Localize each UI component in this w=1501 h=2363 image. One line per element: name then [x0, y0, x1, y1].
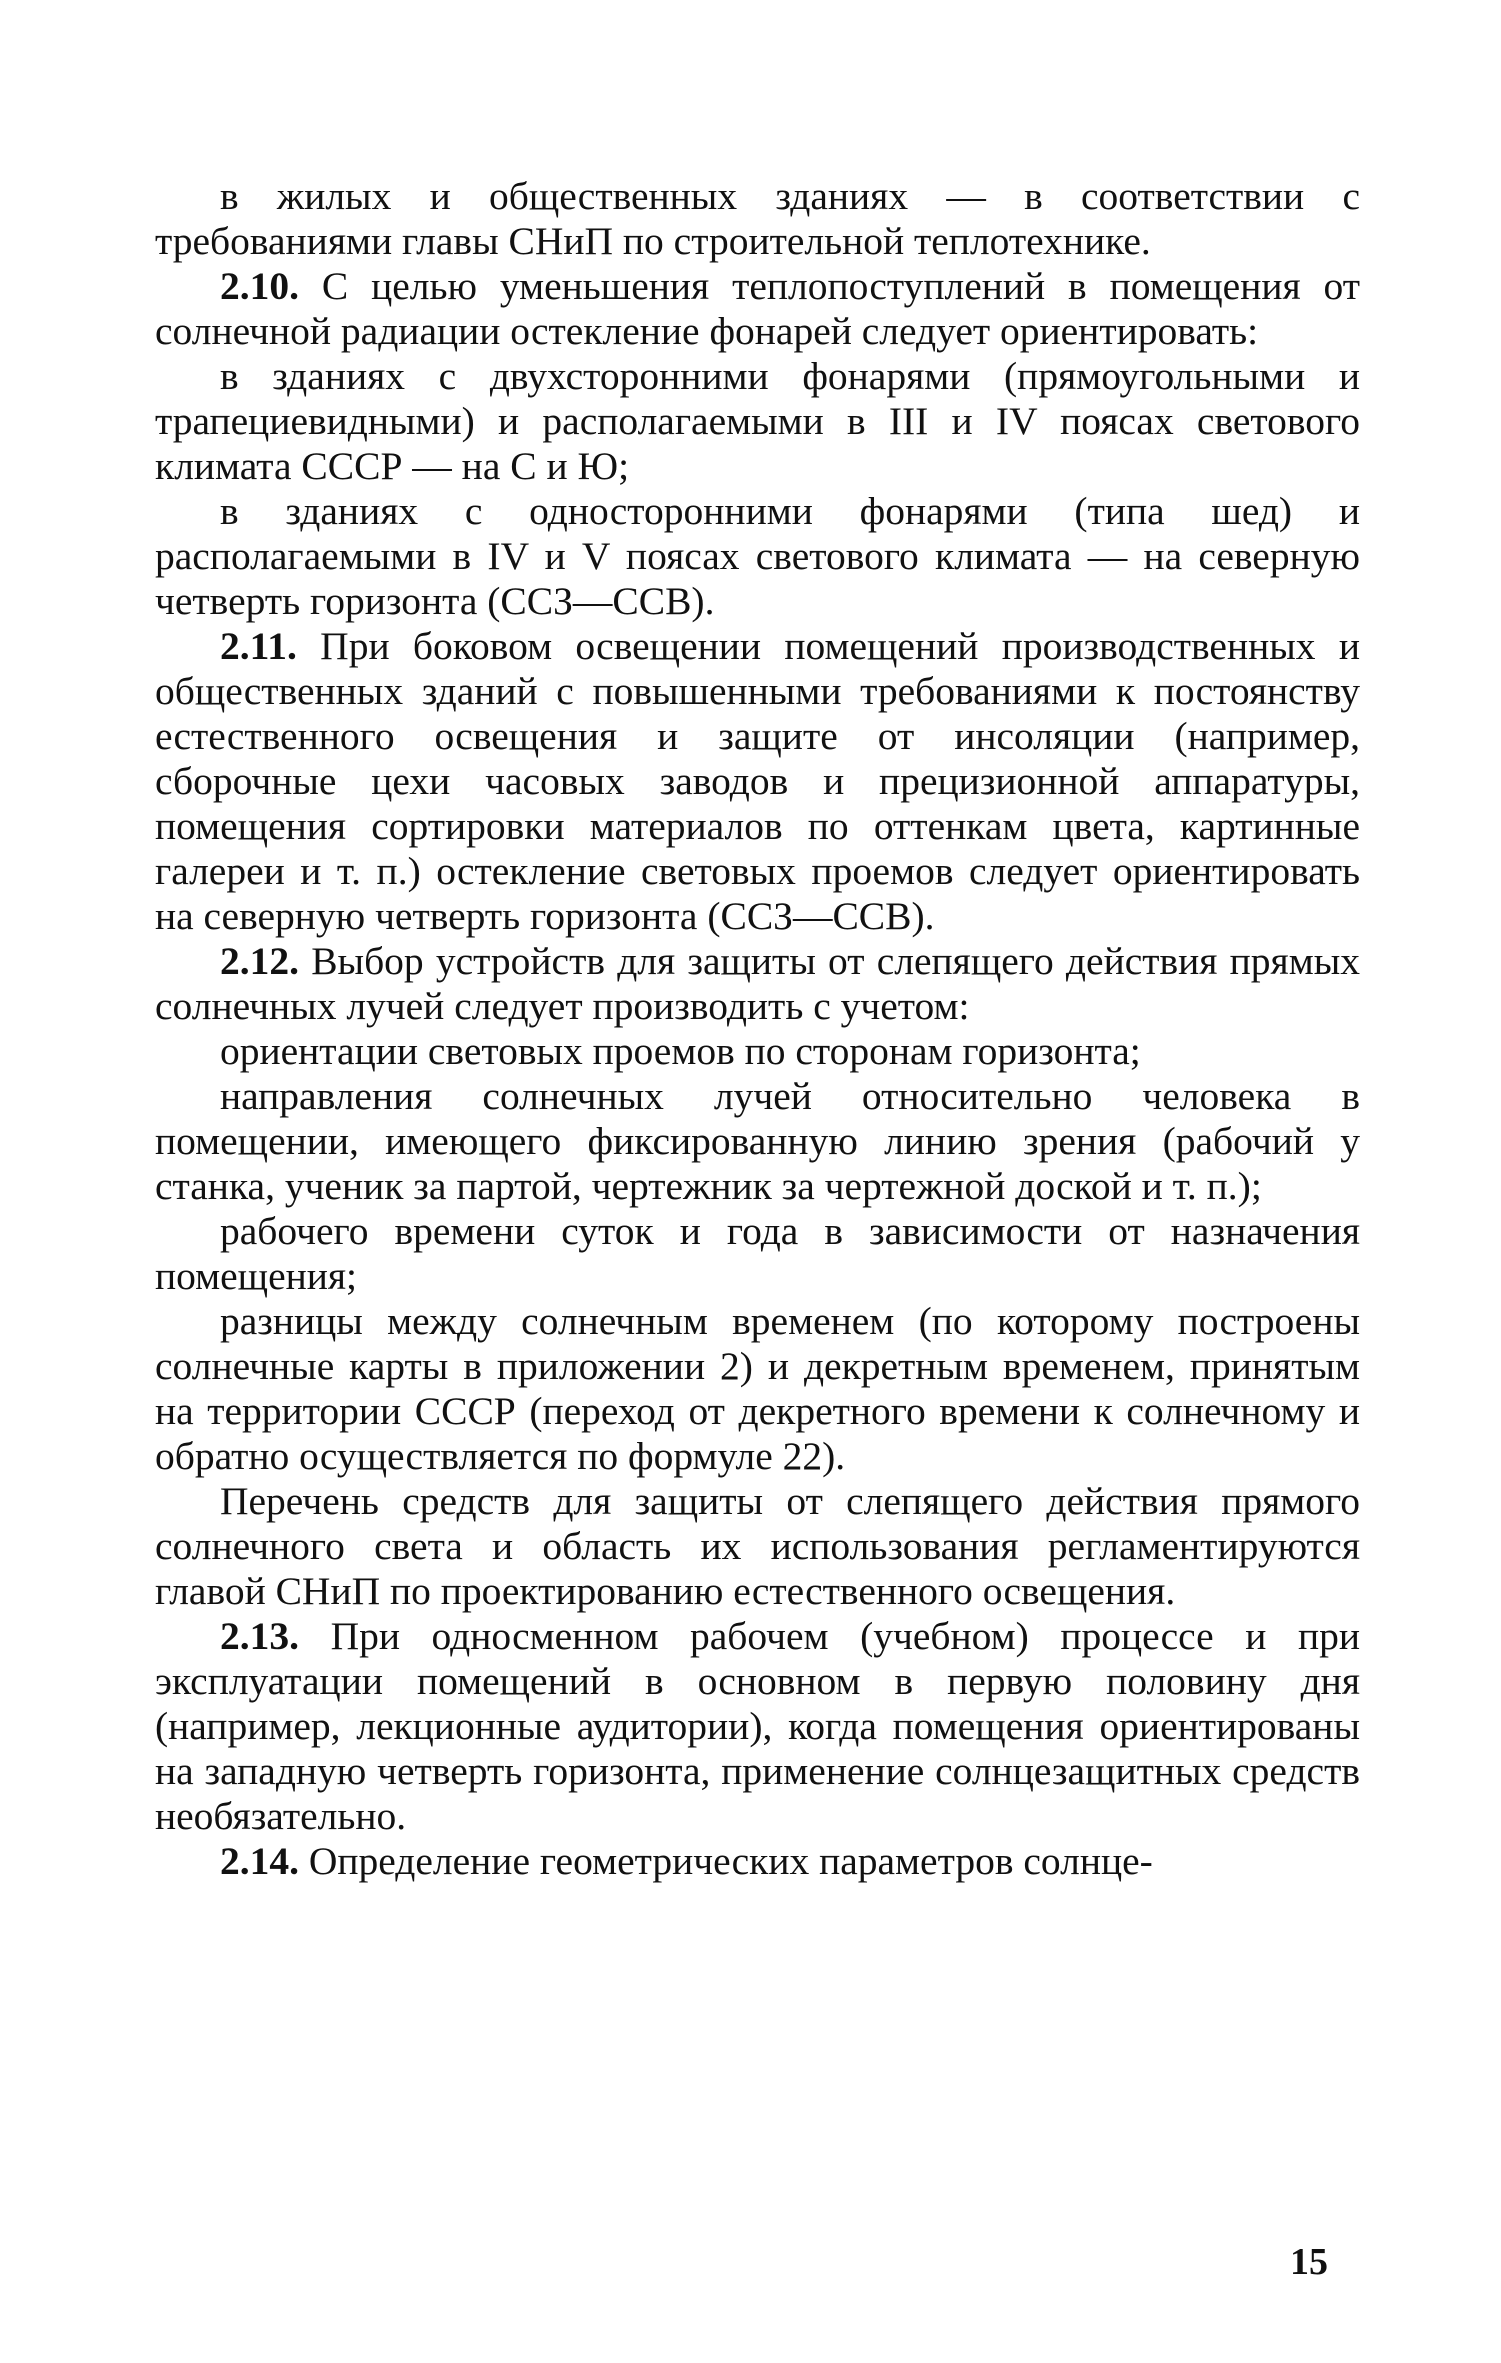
- paragraph-text: направления солнечных лучей относительно человека в помещении, имеющего фиксированную линию зрения (рабочий у станка, ученик за партой, чертежник за чертежной доской и т. п.);: [155, 1074, 1360, 1208]
- paragraph-text: ориентации световых проемов по сторонам горизонта;: [220, 1029, 1141, 1073]
- clause-number: 2.14.: [220, 1839, 299, 1883]
- document-body: [155, 174, 1360, 1884]
- page-number: 15: [1290, 2241, 1328, 2283]
- paragraph-text: С целью уменьшения теплопоступлений в помещения от солнечной радиации остекление фонарей следует ориентировать:: [155, 264, 1361, 353]
- paragraph-text: в зданиях с односторонними фонарями (типа шед) и располагаемыми в IV и V поясах светового климата — на северную четверть горизонта (ССЗ—ССВ).: [155, 489, 1360, 623]
- paragraph-one-sided-skylights: [155, 489, 1360, 624]
- list-item-time-difference: [155, 1299, 1360, 1479]
- list-item-orientation: [155, 1029, 1360, 1074]
- paragraph-text: При боковом освещении помещений производственных и общественных зданий с повышенными требованиями к постоянству естественного освещения и защите от инсоляции (например, сборочные цехи часовых заводов и прецизионной аппаратуры, помещения сортировки материалов по оттенкам цвета, картинные галереи и т. п.) остекление световых проемов следует ориентировать на северную четверть горизонта (ССЗ—ССВ).: [155, 624, 1360, 938]
- clause-number: 2.10.: [220, 264, 299, 308]
- paragraph-text: рабочего времени суток и года в зависимости от назначения помещения;: [155, 1209, 1360, 1298]
- clause-2-10: [155, 264, 1360, 354]
- clause-number: 2.12.: [220, 939, 299, 983]
- paragraph-text: При односменном рабочем (учебном) процессе и при эксплуатации помещений в основном в первую половину дня (например, лекционные аудитории), когда помещения ориентированы на западную четверть горизонта, применение солнцезащитных средств необязательно.: [155, 1614, 1360, 1838]
- clause-2-13: [155, 1614, 1360, 1839]
- clause-2-11: [155, 624, 1360, 939]
- paragraph-text: Определение геометрических параметров солнце-: [308, 1839, 1153, 1883]
- clause-2-12: [155, 939, 1360, 1029]
- paragraph-housing-buildings: [155, 174, 1360, 264]
- paragraph-two-sided-skylights: [155, 354, 1360, 489]
- clause-number: 2.11.: [220, 624, 297, 668]
- list-item-sun-rays-direction: [155, 1074, 1360, 1209]
- paragraph-text: в жилых и общественных зданиях — в соответствии с требованиями главы СНиП по строительной теплотехнике.: [155, 174, 1360, 263]
- paragraph-text: в зданиях с двухсторонними фонарями (прямоугольными и трапециевидными) и располагаемыми в III и IV поясах светового климата СССР — на С и Ю;: [155, 354, 1360, 488]
- paragraph-text: Выбор устройств для защиты от слепящего действия прямых солнечных лучей следует производить с учетом:: [155, 939, 1360, 1028]
- paragraph-protection-means: [155, 1479, 1360, 1614]
- clause-2-14: [155, 1839, 1360, 1884]
- paragraph-text: Перечень средств для защиты от слепящего действия прямого солнечного света и область их использования регламентируются главой СНиП по проектированию естественного освещения.: [155, 1479, 1360, 1613]
- list-item-working-time: [155, 1209, 1360, 1299]
- paragraph-text: разницы между солнечным временем (по которому построены солнечные карты в приложении 2) и декретным временем, принятым на территории СССР (переход от декретного времени к солнечному и обратно осуществляется по формуле 22).: [155, 1299, 1360, 1478]
- clause-number: 2.13.: [220, 1614, 299, 1658]
